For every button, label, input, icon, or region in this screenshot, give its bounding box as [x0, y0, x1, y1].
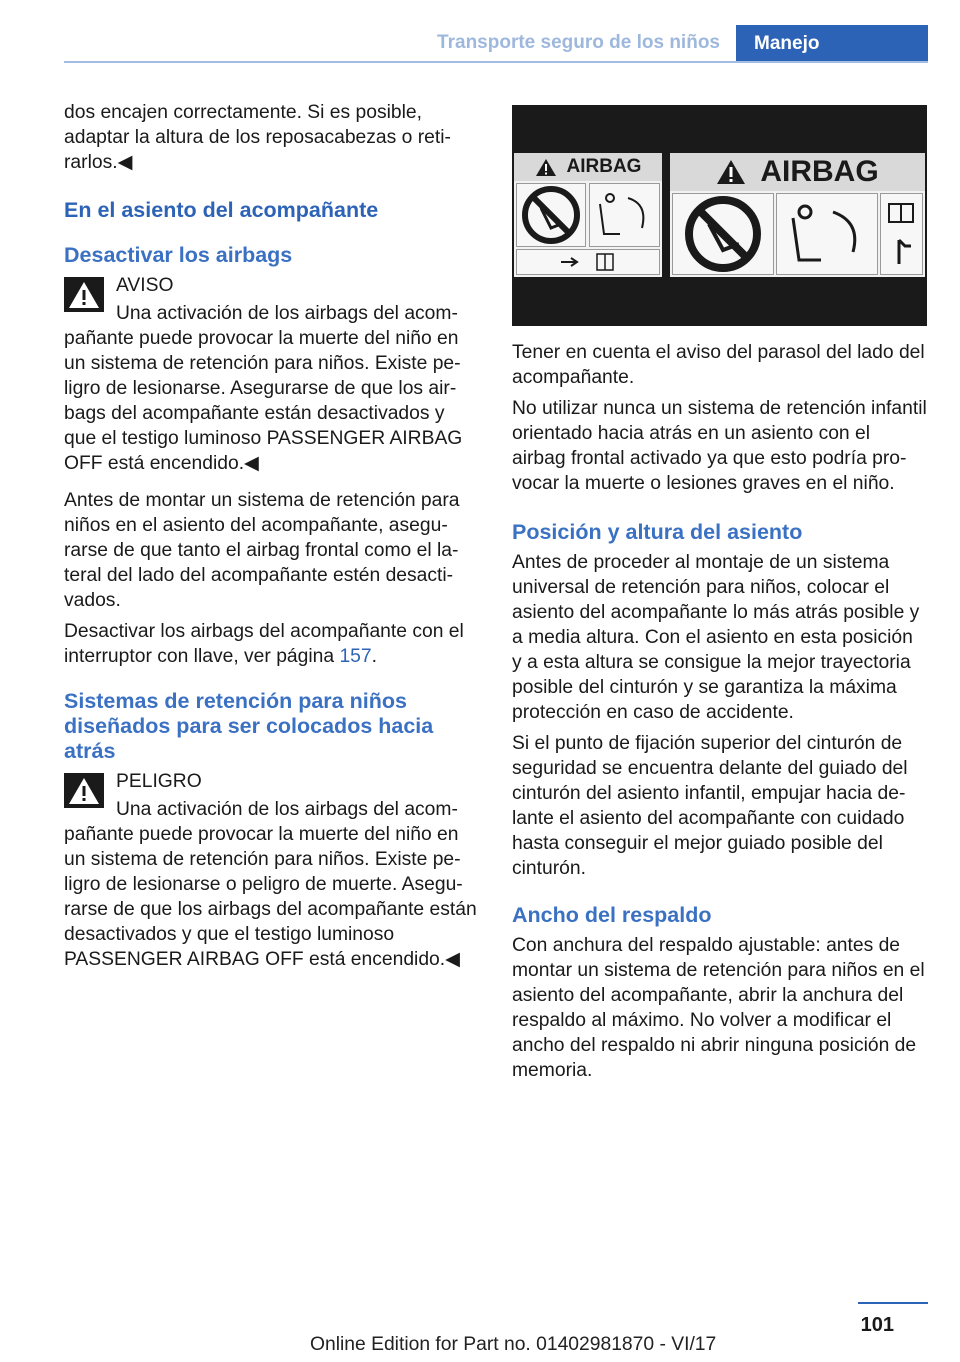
heading-rearward-facing: Sistemas de retención para niños diseñados para ser colocados hacia atrás [64, 689, 434, 763]
paragraph-deactivate-key-text: Desactivar los airbags del acompañante con el interruptor con llave, ver página [64, 621, 464, 667]
paragraph-deactivate-key [64, 619, 479, 669]
airbag-label-small [514, 153, 662, 277]
running-header-section: Transporte seguro de los niños [437, 32, 720, 53]
warning-label-aviso: AVISO [116, 275, 174, 296]
heading-passenger-seat: En el asiento del acompañante [64, 198, 379, 222]
warning-block-peligro [64, 769, 479, 972]
warning-label-peligro: PELIGRO [116, 771, 202, 792]
paragraph-anchor-point: Si el punto de fijación superior del cinturón de seguridad se encuentra delante del guiado del cinturón del asiento infantil, empujar hacia delante el asiento del acompañante con cuidado hasta conseguir el mejor guiado posible del cinturón. [512, 733, 908, 879]
warning-text-peligro: Una activación de los airbags del acompañante puede provocar la muerte del niño en un sistema de retención para niños. Existe peligro de lesionarse o peligro de muerte. Asegurarse de que los airbags del acompañante están desactivados y que el testigo luminoso PASSENGER AIRBAG OFF está encendido.◀ [64, 799, 477, 970]
right-column [512, 100, 927, 1089]
heading-seat-position: Posición y altura del asiento [512, 520, 803, 544]
warning-block-aviso [64, 273, 479, 476]
airbag-label-large-text: AIRBAG [760, 155, 879, 188]
warning-triangle-icon [64, 773, 104, 808]
manual-reference-icon [881, 194, 922, 274]
warning-triangle-icon [64, 277, 104, 312]
paragraph-before-mounting: Antes de montar un sistema de retención para niños en el asiento del acompañante, asegurarse de que tanto el airbag frontal como el lateral del lado del acompañante estén desactivados. [64, 490, 460, 611]
paragraph-sunvisor: Tener en cuenta el aviso del parasol del lado del acompañante. [512, 342, 925, 388]
paragraph-backrest-width: Con anchura del respaldo ajustable: antes de montar un sistema de retención para niños en el asiento del acompañante, abrir la anchura del respaldo al máximo. No volver a modificar el ancho del respaldo ni abrir ninguna posición de memoria. [512, 935, 925, 1081]
airbag-label-large [670, 153, 925, 277]
footer-rule [858, 1302, 928, 1304]
no-child-seat-icon [517, 184, 585, 246]
page-number: 101 [860, 1314, 894, 1336]
airbag-deploy-icon [777, 194, 877, 274]
heading-deactivate-airbags: Desactivar los airbags [64, 243, 293, 267]
airbag-warning-labels-figure [512, 105, 927, 326]
intro-paragraph: dos encajen correctamente. Si es posible, adaptar la altura de los reposacabezas o retirarlos.◀ [64, 102, 451, 173]
warning-triangle-icon [535, 158, 557, 177]
paragraph-never-rearward: No utilizar nunca un sistema de retención infantil orientado hacia atrás en un asiento con el airbag frontal activado ya que esto podría provocar la muerte o lesiones graves en el niño. [512, 398, 927, 494]
edition-note: Online Edition for Part no. 01402981870 - VI/17 [310, 1334, 717, 1355]
airbag-deploy-icon [590, 184, 659, 246]
airbag-label-small-text: AIRBAG [566, 156, 642, 177]
chapter-tab: Manejo [736, 25, 928, 63]
warning-text-aviso: Una activación de los airbags del acompañante puede provocar la muerte del niño en un sistema de retención para niños. Existe peligro de lesionarse. Asegurarse de que los airbags del acompañante están desactivados y que el testigo luminoso PASSENGER AIRBAG OFF está encendido.◀ [64, 303, 463, 474]
left-column [64, 100, 479, 978]
manual-reference-icon [517, 250, 659, 274]
no-child-seat-icon [673, 194, 773, 274]
warning-triangle-icon [716, 159, 746, 185]
heading-backrest-width: Ancho del respaldo [512, 903, 712, 927]
page-link-157[interactable]: 157 [339, 646, 372, 667]
header-rule [64, 61, 928, 63]
paragraph-seat-position: Antes de proceder al montaje de un sistema universal de retención para niños, colocar el asiento del acompañante lo más atrás posible y a media altura. Con el asiento en esta posición y a esta altura se consigue la mejor trayectoria posible del cinturón y se garantiza la máxima protección en caso de accidente. [512, 552, 920, 723]
paragraph-deactivate-key-end: . [371, 646, 377, 667]
